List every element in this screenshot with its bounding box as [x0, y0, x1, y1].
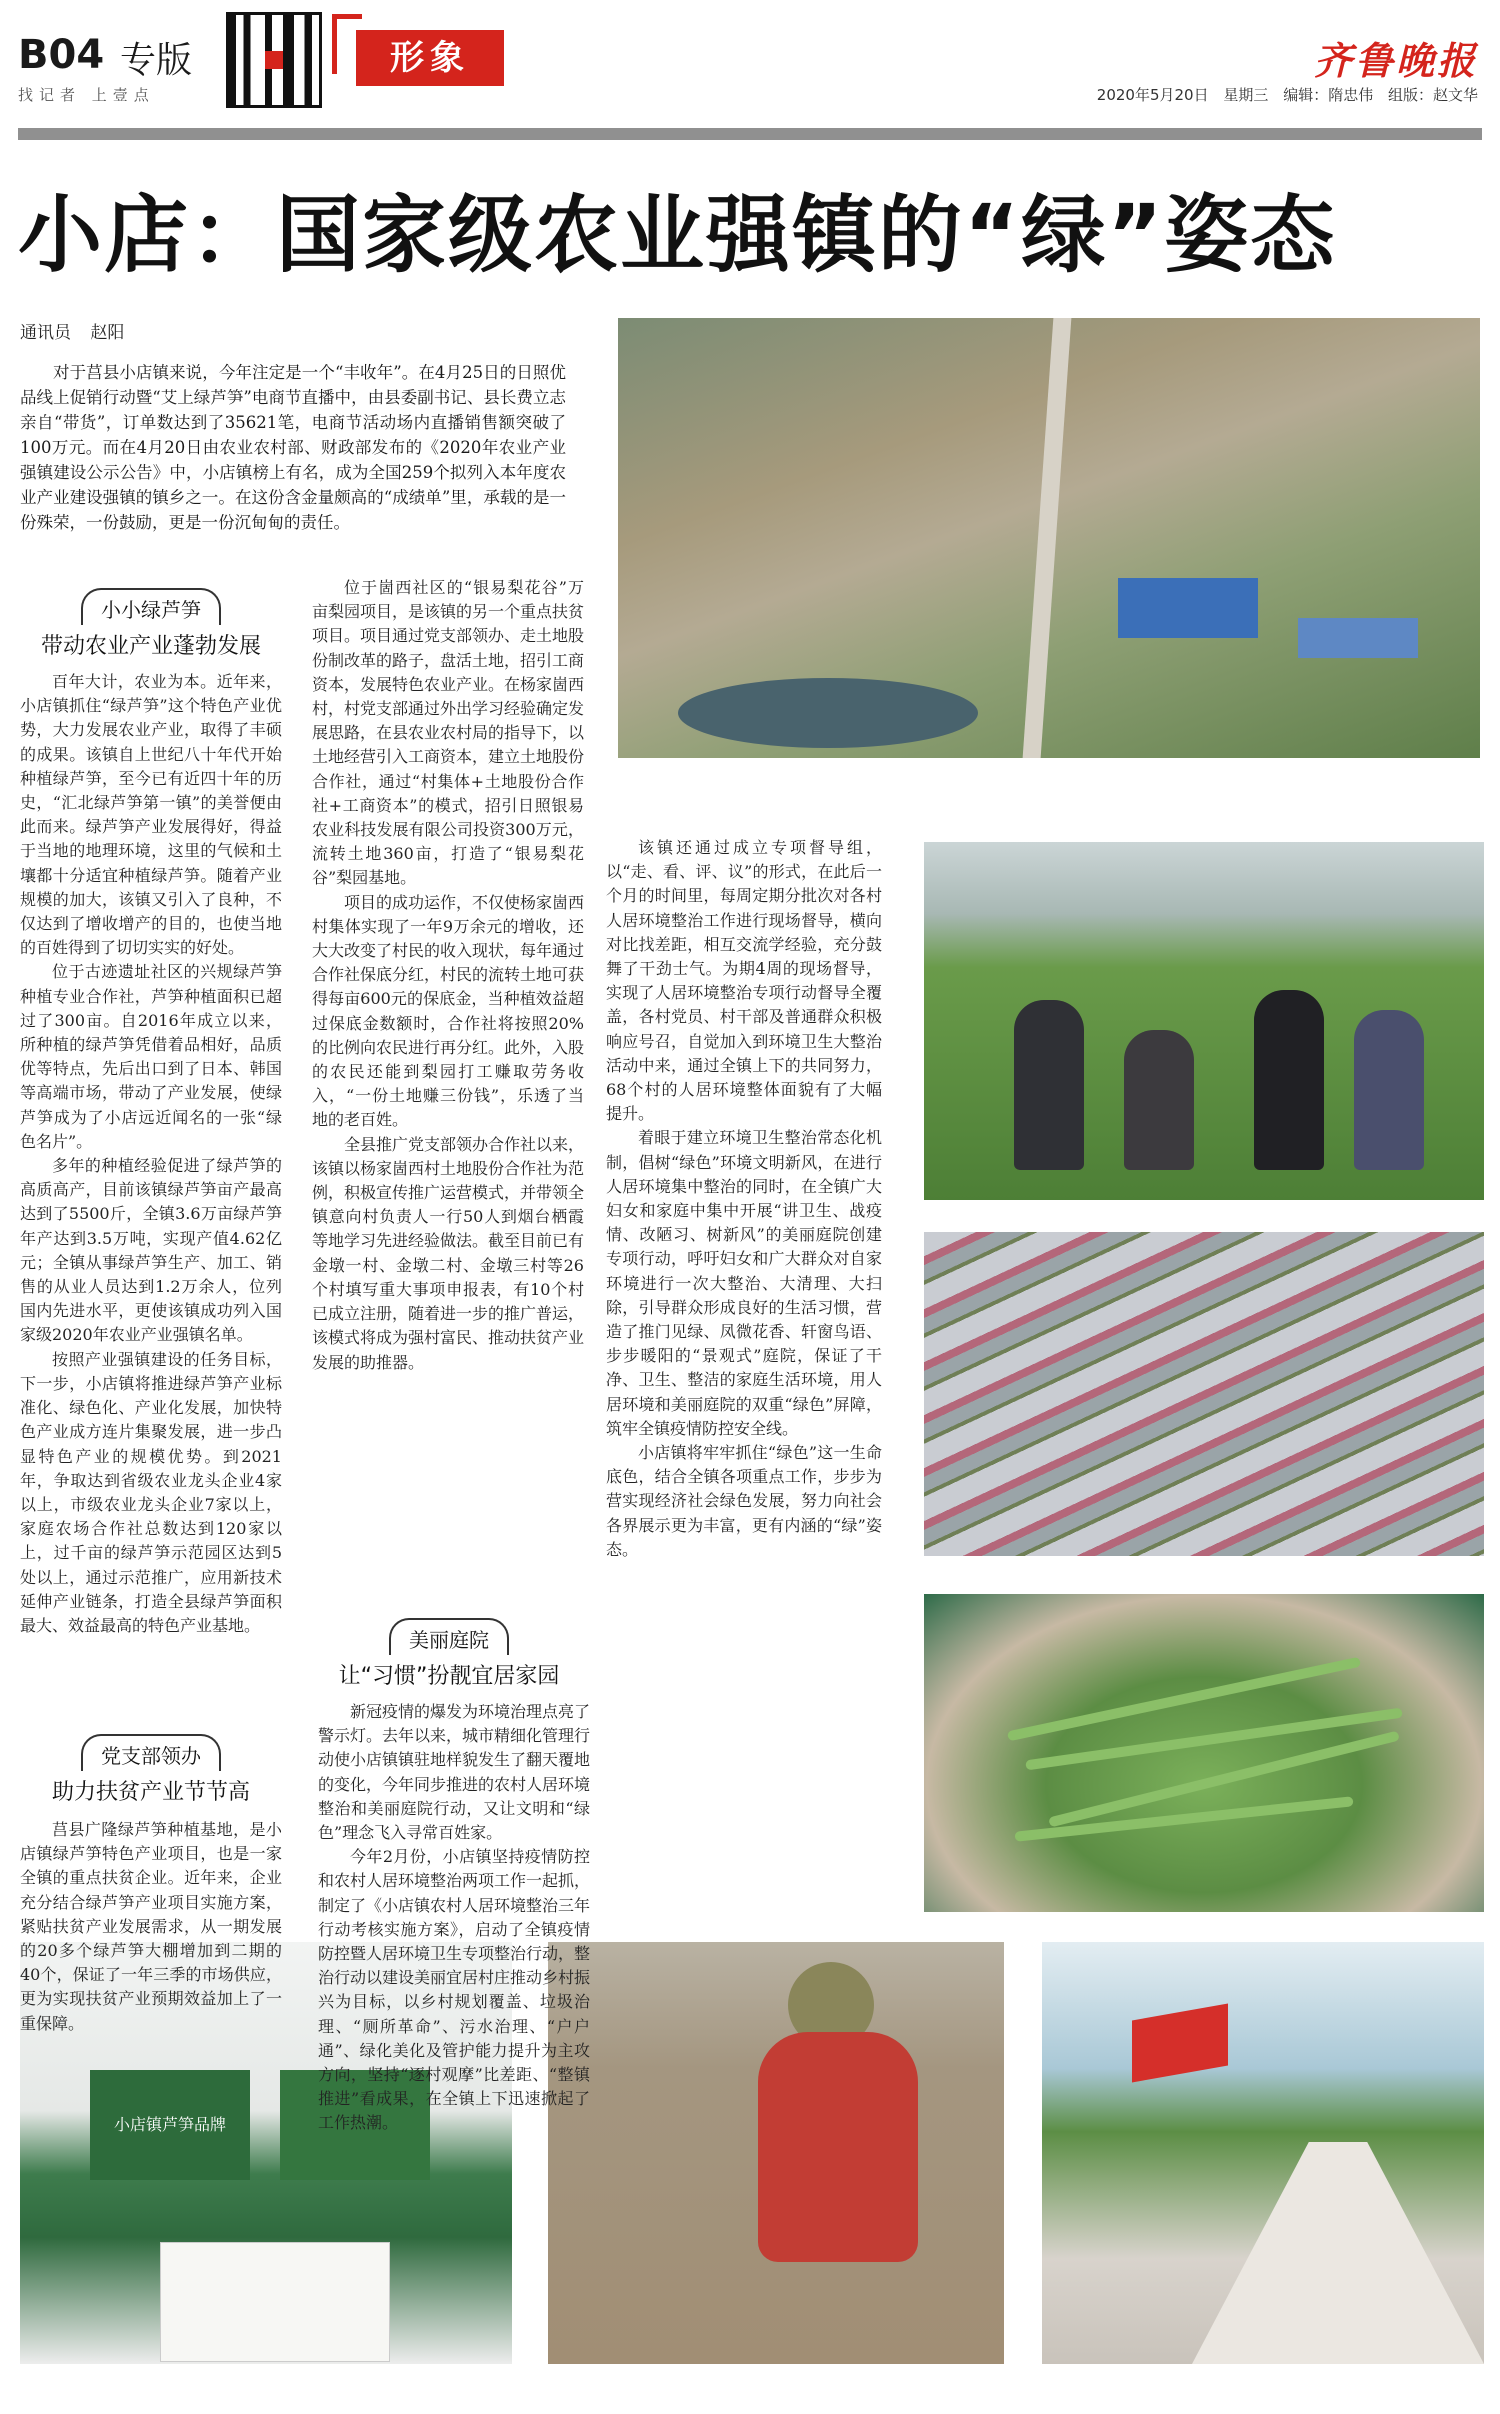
roof-shape [1298, 618, 1418, 658]
page-header [0, 0, 1500, 110]
column-2 [312, 576, 584, 1606]
date-line [1097, 84, 1478, 105]
issue-date: 2020年5月20日 [1096, 86, 1209, 104]
person-shape [1014, 1000, 1084, 1170]
section2-paragraph: 项目的成功运作，不仅使杨家崮西村集体实现了一年9万余元的增收，还大大改变了村民的收入现状，每年通过合作社保底分红，村民的流转土地可获得每亩600元的保底金，当种植效益超过保底金数额时，合作社将按照20%的比例向农民进行再分红。此外，入股的农民还能到梨园打工赚取劳务收入，“一份土地赚三份钱”，乐透了当地的老百姓。 [312, 892, 585, 1130]
qr-code-icon[interactable] [226, 12, 322, 108]
farmer-harvest-photo [548, 1942, 1004, 2364]
village-street-photo [1042, 1942, 1484, 2364]
section2-title-line1: 党支部领办 [81, 1734, 221, 1771]
section3-heading [318, 1618, 580, 1690]
person-shape [1254, 990, 1324, 1170]
editor-credit: 编辑：隋忠伟 [1283, 86, 1374, 104]
section3-title-line2: 让“习惯”扮靓宜居家园 [338, 1664, 560, 1689]
section2-paragraph: 位于崮西社区的“银易梨花谷”万亩梨园项目，是该镇的另一个重点扶贫项目。项目通过党支部领办、走土地股份制改革的路子，盘活土地，招引工商资本，发展特色农业产业。在杨家崮西村，村党支部通过外出学习经验确定发展思路，在县农业农村局的指导下，以土地经营引入工商资本，建立土地股份合作社，通过“村集体+土地股份合作社+工商资本”的模式，招引日照银易农业科技发展有限公司投资300万元，流转土地360亩，打造了“银易梨花谷”梨园基地。 [312, 578, 585, 888]
section1-paragraph: 按照产业强镇建设的任务目标，下一步，小店镇将推进绿芦笋产业标准化、绿色化、产业化发展，加快特色产业成方连片集聚发展，进一步凸显特色产业的规模优势。到2021年，争取达到省级农业龙头企业4家以上，市级农业龙头企业7家以上，家庭农场合作社总数达到120家以上，过千亩的绿芦笋示范园区达到5处以上，通过示范推广，应用新技术延伸产业链条，打造全县绿芦笋面积最大、效益最高的特色产业基地。 [20, 1349, 282, 1635]
lede-paragraph: 对于莒县小店镇来说，今年注定是一个“丰收年”。在4月25日的日照优品线上促销行动暨“艾上绿芦笋”电商节直播中，由县委副书记、县长费立志亲自“带货”，订单数达到了35621笔，电商节活动场内直播销售额突破了100万元。而在4月20日由农业农村部、财政部发布的《2020年农业产业强镇建设公示公告》中，小店镇榜上有名，成为全国259个拟列入本年度农业产业建设强镇的镇乡之一。在这份含金量颇高的“成绩单”里，承载的是一份殊荣，一份鼓励，更是一份沉甸甸的责任。 [20, 363, 566, 532]
issue-weekday: 星期三 [1223, 86, 1269, 104]
greenhouse-aerial-photo [924, 1232, 1484, 1556]
section2-title-line2: 助力扶贫产业节节高 [51, 1780, 250, 1805]
field-inspection-photo [924, 842, 1484, 1200]
section3-paragraph: 小店镇将牢牢抓住“绿色”这一生命底色，结合全镇各项重点工作，步步为营实现经济社会绿色发展，努力向社会各界展示更为丰富，更有内涵的“绿”姿态。 [606, 1443, 882, 1559]
headline: 小店：国家级农业强镇的“绿”姿态 [18, 186, 1337, 284]
layout-credit: 组版：赵文华 [1387, 86, 1478, 104]
red-flag-shape [1132, 2004, 1228, 2083]
section3-paragraph: 该镇还通过成立专项督导组，以“走、看、评、议”的形式，在此后一个月的时间里，每周定期分批次对各村人居环境整治工作进行现场督导，横向对比找差距，相互交流学经验，充分鼓舞了干劲士气。为期4周的现场督导，实现了人居环境整治专项行动督导全覆盖，各村党员、村干部及普通群众积极响应号召，自觉加入到环境卫生大整治活动中来，通过全镇上下的共同努力，68个村的人居环境整体面貌有了大幅提升。 [606, 838, 882, 1124]
section1-paragraph: 位于古迹遗址社区的兴规绿芦笋种植专业合作社，芦笋种植面积已超过了300亩。自2016年成立以来，所种植的绿芦笋凭借着品相好，品质优等特点，先后出口到了日本、韩国等高端市场，带动了产业发展，使绿芦笋成为了小店远近闻名的一张“绿色名片”。 [20, 962, 282, 1151]
display-counter [160, 2242, 390, 2362]
section-type: 专版 [120, 40, 193, 81]
section3-title-line1: 美丽庭院 [389, 1618, 509, 1655]
section3-paragraph: 今年2月份，小店镇坚持疫情防控和农村人居环境整治两项工作一起抓，制定了《小店镇农村人居环境整治三年行动考核实施方案》，启动了全镇疫情防控暨人居环境卫生专项整治行动，整治行动以建设美丽宜居村庄推动乡村振兴为目标，以乡村规划覆盖、垃圾治理、“厕所革命”、污水治理、“户户通”、绿化美化及管护能力提升为主攻方向，坚持“逐村观摩”比差距、“整镇推进”看成果，在全镇上下迅速掀起了工作热潮。 [318, 1847, 591, 2133]
byline [20, 318, 124, 343]
section-tag: 形象 [356, 30, 504, 86]
byline-role: 通讯员 [20, 323, 71, 343]
page-code: B04 [18, 32, 105, 78]
road-shape [1023, 318, 1072, 758]
motto: 找记者 上壹点 [18, 86, 155, 104]
asparagus-basket-photo [924, 1594, 1484, 1912]
section1-heading [20, 588, 282, 660]
column-1 [20, 670, 282, 1902]
shop-sign: 小店镇芦笋品牌 [90, 2070, 250, 2180]
section2-paragraph: 莒县广隆绿芦笋种植基地，是小店镇绿芦笋特色产业项目，也是一家全镇的重点扶贫企业。近年来，企业充分结合绿芦笋产业项目实施方案，紧贴扶贫产业发展需求，从一期发展的20多个绿芦笋大棚增加到二期的40个，保证了一年三季的市场供应，更为实现扶贫产业预期效益加上了一重保障。 [20, 1820, 282, 2033]
section1-paragraph: 多年的种植经验促进了绿芦笋的高质高产，目前该镇绿芦笋亩产最高达到了5500斤，全镇3.6万亩绿芦笋年产达到3.5万吨，实现产值4.62亿元；全镇从事绿芦笋生产、加工、销售的从业人员达到1.2万余人，位列国内先进水平，更使该镇成功列入国家级2020年农业产业强镇名单。 [20, 1156, 282, 1345]
section1-title-line1: 小小绿芦笋 [81, 588, 221, 625]
street-shape [1192, 2142, 1484, 2364]
pond-shape [678, 678, 978, 748]
section1-paragraph: 百年大计，农业为本。近年来，小店镇抓住“绿芦笋”这个特色产业优势，大力发展农业产业，取得了丰硕的成果。该镇自上世纪八十年代开始种植绿芦笋，至今已有近四十年的历史，“汇北绿芦笋第一镇”的美誉便由此而来。绿芦笋产业发展得好，得益于当地的地理环境，这里的气候和土壤都十分适宜种植绿芦笋。随着产业规模的加大，该镇又引入了良种，不仅达到了增收增产的目的，也使当地的百姓得到了切切实实的好处。 [20, 672, 282, 958]
section3-intro [318, 1700, 591, 2133]
person-shape [1354, 1010, 1424, 1170]
column-3 [606, 836, 882, 1912]
section2-intro [20, 1818, 282, 2033]
header-rule [18, 128, 1482, 140]
section3-paragraph: 新冠疫情的爆发为环境治理点亮了警示灯。去年以来，城市精细化管理行动使小店镇镇驻地样貌发生了翻天覆地的变化，今年同步推进的农村人居环境整治和美丽庭院行动，又让文明和“绿色”理念飞入寻常百姓家。 [318, 1702, 591, 1843]
section3-paragraph: 着眼于建立环境卫生整治常态化机制，倡树“绿色”环境文明新风，在进行人居环境集中整治的同时，在全镇广大妇女和家庭中集中开展“讲卫生、战疫情、改陋习、树新风”的美丽庭院创建专项行动，呼吁妇女和广大群众对自家环境进行一次大整治、大清理、大扫除，引导群众形成良好的生活习惯，营造了推门见绿、凤微花香、轩窗鸟语、步步暖阳的“景观式”庭院，保证了干净、卫生、整洁的家庭生活环境，用人居环境和美丽庭院的双重“绿色”屏障，筑牢全镇疫情防控安全线。 [606, 1128, 882, 1438]
aerial-town-photo [618, 318, 1480, 758]
section2-paragraph: 全县推广党支部领办合作社以来，该镇以杨家崮西村土地股份合作社为范例，积极宣传推广运营模式，并带领全镇意向村负责人一行50人到烟台栖霞等地学习先进经验做法。截至目前已有金墩一村、金墩二村、金墩三村等26个村填写重大事项申报表，有10个村已成立注册，随着进一步的推广普运，该模式将成为强村富民、推动扶贫产业发展的助推器。 [312, 1134, 585, 1372]
byline-name: 赵阳 [90, 323, 125, 343]
masthead-logo: 齐鲁晚报 [1313, 38, 1478, 83]
farmer-body-shape [758, 2032, 918, 2262]
roof-shape [1118, 578, 1258, 638]
person-shape [1124, 1030, 1194, 1170]
section1-title-line2: 带动农业产业蓬勃发展 [40, 634, 261, 659]
